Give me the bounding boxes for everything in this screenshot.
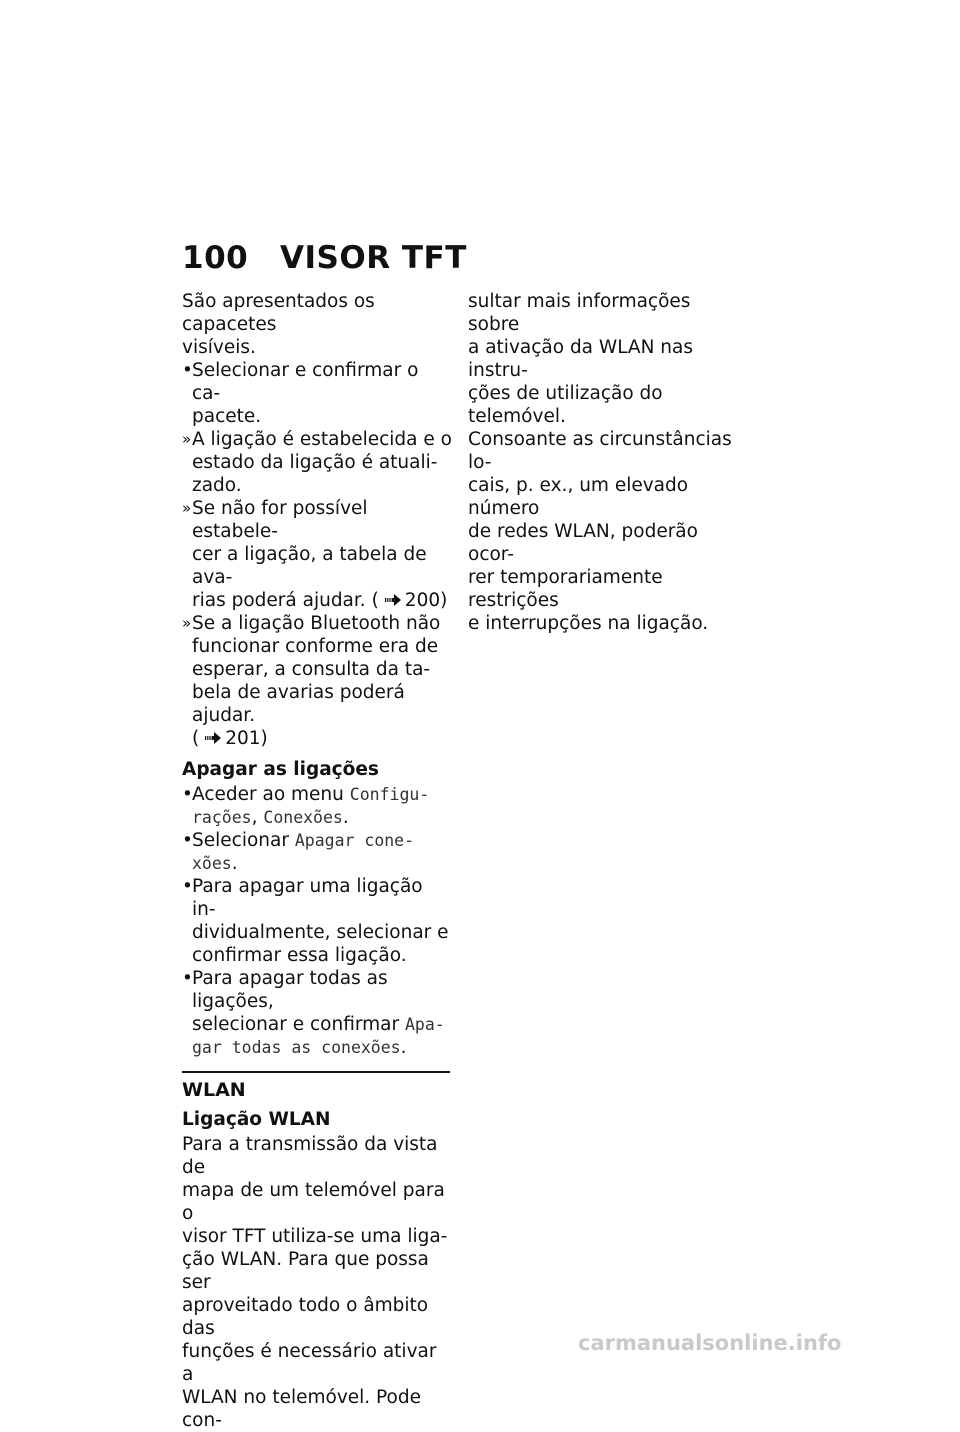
text-line: Se não for possível estabele- (192, 498, 368, 542)
text-line: bela de avarias poderá ajudar. (192, 682, 405, 726)
text-run: selecionar e confirmar (192, 1014, 400, 1035)
arrow-right-icon (205, 732, 221, 744)
menu-path: Apa- (405, 1015, 445, 1034)
text-line: funções é necessário ativar a (182, 1341, 437, 1385)
section-title-wlan: WLAN (182, 1079, 246, 1101)
text-line: estado da ligação é atuali- (192, 452, 438, 473)
text-line: aproveitado todo o âmbito das (182, 1295, 429, 1339)
list-item (182, 967, 452, 1059)
menu-path: xões (192, 854, 232, 873)
text-run: . (400, 1037, 407, 1058)
menu-path: Configu- (349, 785, 430, 804)
bullet-icon: • (182, 830, 193, 851)
text-run: . (231, 853, 238, 874)
text-line: e interrupções na ligação. (468, 613, 709, 634)
ref-page: 200) (404, 590, 448, 611)
text-line: ções de utilização do telemóvel. (468, 383, 663, 427)
arrow-right-icon (385, 594, 401, 606)
list-item (182, 783, 452, 829)
subsection-heading-wlan: Ligação WLAN (182, 1109, 331, 1130)
page-title: VISOR TFT (280, 240, 467, 276)
wlan-continuation-paragraph (468, 290, 738, 635)
text-line: ção WLAN. Para que possa ser (182, 1249, 429, 1293)
text-line: visor TFT utiliza-se uma liga- (182, 1226, 448, 1247)
section-heading-delete: Apagar as ligações (182, 759, 379, 780)
text-line: rer temporariamente restrições (468, 567, 663, 611)
text-line: A ligação é estabelecida e o (192, 429, 452, 450)
page-number: 100 (182, 240, 249, 276)
text-line: São apresentados os capacetes (182, 291, 375, 335)
list-item (182, 497, 452, 612)
text-line: funcionar conforme era de (192, 636, 439, 657)
result-icon: » (182, 499, 192, 517)
text-run: Aceder ao menu (192, 784, 344, 805)
menu-path: Apagar cone- (294, 831, 415, 850)
bullet-icon: • (182, 784, 193, 805)
text-line: rias poderá ajudar. (192, 590, 366, 611)
paren: ( (371, 590, 379, 611)
wlan-paragraph (182, 1133, 452, 1432)
menu-path: rações (192, 808, 252, 827)
text-line: pacete. (192, 406, 262, 427)
text-line: WLAN no telemóvel. Pode con- (182, 1387, 421, 1431)
left-column (182, 290, 452, 1432)
list-item (182, 875, 452, 967)
text-run: , (251, 807, 258, 828)
list-item (182, 359, 452, 428)
text-line: de redes WLAN, poderão ocor- (468, 521, 698, 565)
watermark: carmanualsonline.info (578, 1331, 842, 1355)
paren: ( (192, 728, 200, 749)
page-reference[interactable] (192, 728, 268, 749)
text-line: zado. (192, 475, 242, 496)
text-line: Para apagar todas as ligações, (192, 968, 388, 1012)
list-item (182, 612, 452, 750)
ref-page: 201) (225, 728, 268, 749)
text-line: visíveis. (182, 337, 256, 358)
bullet-icon: • (182, 360, 193, 381)
list-item (182, 829, 452, 875)
list-item (182, 428, 452, 497)
menu-path: gar todas as conexões (192, 1038, 401, 1057)
menu-path: Conexões (263, 808, 343, 827)
text-line: confirmar essa ligação. (192, 945, 407, 966)
bullet-icon: • (182, 968, 193, 989)
text-run: Selecionar (192, 830, 289, 851)
text-line: cais, p. ex., um elevado número (468, 475, 689, 519)
page-reference[interactable] (372, 590, 448, 611)
result-icon: » (182, 614, 192, 632)
text-line: Para a transmissão da vista de (182, 1134, 438, 1178)
bullet-icon: • (182, 876, 193, 897)
text-line: a ativação da WLAN nas instru- (468, 337, 693, 381)
text-line: Se a ligação Bluetooth não (192, 613, 441, 634)
section-divider (182, 1071, 450, 1073)
text-line: dividualmente, selecionar e (192, 922, 449, 943)
text-line: mapa de um telemóvel para o (182, 1180, 445, 1224)
text-line: sultar mais informações sobre (468, 291, 691, 335)
right-column (468, 290, 738, 635)
text-line: cer a ligação, a tabela de ava- (192, 544, 427, 588)
text-line: Selecionar e confirmar o ca- (192, 360, 419, 404)
text-line: esperar, a consulta da ta- (192, 659, 431, 680)
text-line: Para apagar uma ligação in- (192, 876, 423, 920)
result-icon: » (182, 430, 192, 448)
text-line: Consoante as circunstâncias lo- (468, 429, 732, 473)
text-run: . (342, 807, 349, 828)
intro-paragraph (182, 290, 452, 359)
